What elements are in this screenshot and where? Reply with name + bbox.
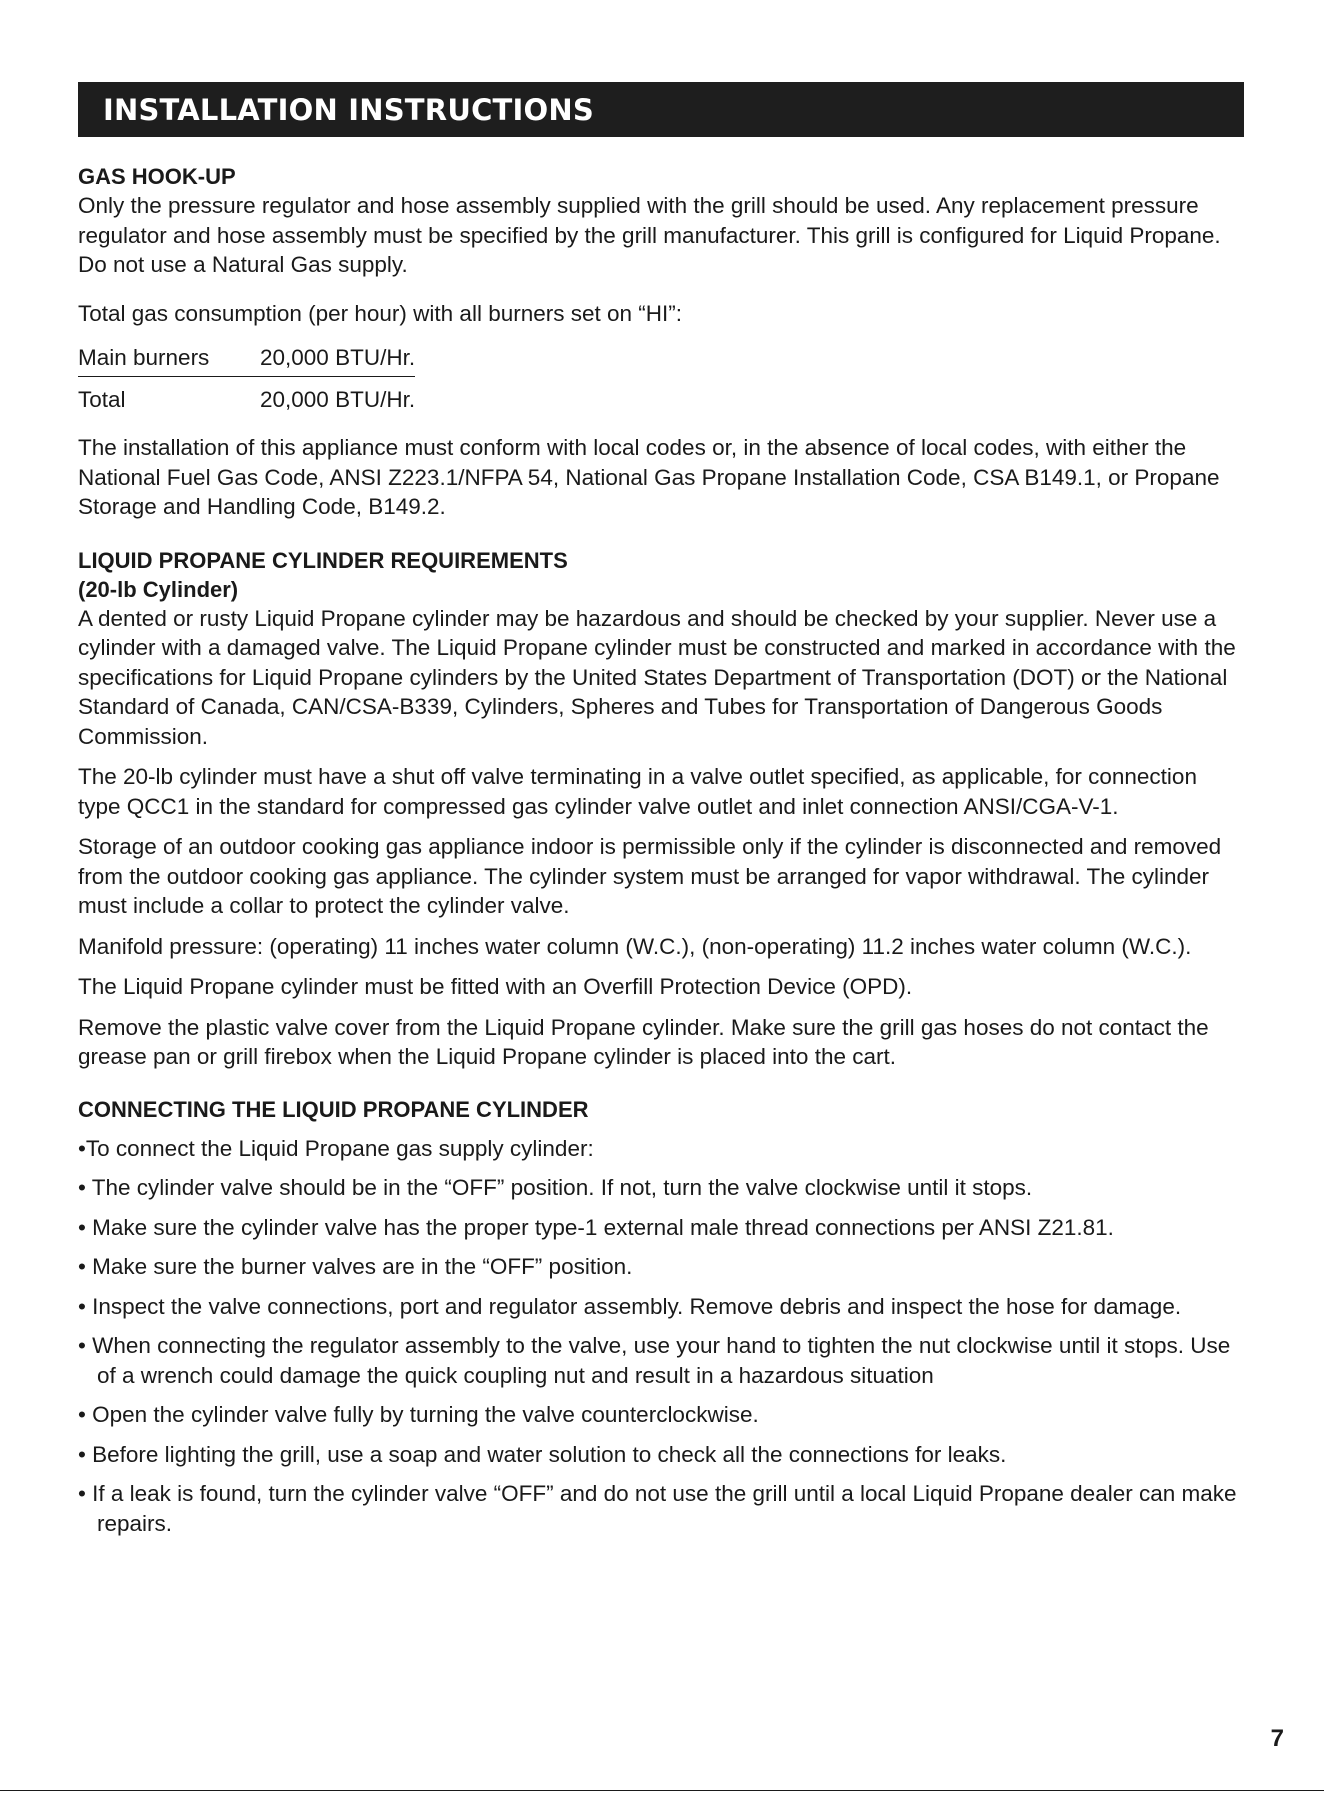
list-item: •To connect the Liquid Propane gas supply cylinder: [78, 1135, 594, 1161]
connecting-steps-list [78, 1134, 1244, 1539]
connecting-section [78, 1095, 1244, 1539]
cylinder-requirements-subheading: (20-lb Cylinder) [78, 576, 239, 602]
consumption-label: Total gas consumption (per hour) with all burners set on “HI”: [78, 300, 683, 326]
paragraph: A dented or rusty Liquid Propane cylinder may be hazardous and should be checked by your supplier. Never use a cylinder with a damaged valve. The Liquid Propane cylinder must be constructed and marked in accordance with the specifications for Liquid Propane cylinders by the United States Department of Transportation (DOT) or the National Standard of Canada, CAN/CSA-B339, Cylinders, Spheres and Tubes for Transportation of Dangerous Goods Commission. [78, 605, 1236, 749]
list-item: • The cylinder valve should be in the “OFF” position. If not, turn the valve clockwise until it stops. [78, 1175, 1033, 1200]
list-item: • Inspect the valve connections, port and regulator assembly. Remove debris and inspect the hose for damage. [78, 1293, 1182, 1319]
installation-codes: The installation of this appliance must conform with local codes or, in the absence of local codes, with either the National Fuel Gas Code, ANSI Z223.1/NFPA 54, National Gas Propane Installation Code, CSA B149.1, or Propane Storage and Handling Code, B149.2. [78, 435, 1220, 519]
page-title: INSTALLATION INSTRUCTIONS [103, 92, 594, 127]
section-banner [78, 82, 1244, 137]
paragraph: Remove the plastic valve cover from the Liquid Propane cylinder. Make sure the grill gas hoses do not contact the grease pan or grill firebox when the Liquid Propane cylinder is placed into the cart. [78, 1014, 1209, 1069]
list-item: • Make sure the burner valves are in the “OFF” position. [78, 1254, 633, 1279]
table-cell-value: 20,000 BTU/Hr. [260, 343, 415, 377]
list-item: • Before lighting the grill, use a soap and water solution to check all the connections for leaks. [78, 1441, 1007, 1467]
paragraph: Storage of an outdoor cooking gas appliance indoor is permissible only if the cylinder is disconnected and removed from the outdoor cooking gas appliance. The cylinder system must be arranged for vapor withdrawal. The cylinder must include a collar to protect the cylinder valve. [78, 834, 1222, 918]
list-item: • Make sure the cylinder valve has the proper type-1 external male thread connections per ANSI Z21.81. [78, 1214, 1114, 1240]
document-page [78, 82, 1244, 1538]
cylinder-requirements-section [78, 546, 1244, 1072]
connecting-heading: CONNECTING THE LIQUID PROPANE CYLINDER [78, 1096, 589, 1122]
list-item: • When connecting the regulator assembly to the valve, use your hand to tighten the nut clockwise until it stops. Use of a wrench could damage the quick coupling nut and result in a hazardous situation [78, 1333, 1231, 1388]
gas-hookup-section [78, 162, 1244, 522]
cylinder-requirements-heading: LIQUID PROPANE CYLINDER REQUIREMENTS [78, 547, 568, 573]
paragraph: The 20-lb cylinder must have a shut off valve terminating in a valve outlet specified, as applicable, for connection type QCC1 in the standard for compressed gas cylinder valve outlet and inlet connection ANSI/CGA-V-1. [78, 764, 1197, 819]
table-cell-label: Main burners [78, 343, 260, 377]
paragraph: Manifold pressure: (operating) 11 inches water column (W.C.), (non-operating) 11.2 inches water column (W.C.). [78, 933, 1192, 959]
table-row [78, 377, 415, 415]
paragraph: The Liquid Propane cylinder must be fitted with an Overfill Protection Device (OPD). [78, 974, 913, 999]
page-number: 7 [1270, 1725, 1284, 1752]
gas-consumption-table [78, 343, 415, 414]
bottom-divider [0, 1790, 1324, 1791]
list-item: • If a leak is found, turn the cylinder valve “OFF” and do not use the grill until a local Liquid Propane dealer can make repairs. [78, 1481, 1237, 1536]
table-row [78, 343, 415, 377]
table-cell-value: 20,000 BTU/Hr. [260, 387, 416, 412]
gas-hookup-intro: Only the pressure regulator and hose assembly supplied with the grill should be used. Any replacement pressure regulator and hose assembly must be specified by the grill manufacturer. This grill is configured for Liquid Propane. Do not use a Natural Gas supply. [78, 193, 1221, 277]
table-cell-label: Total [78, 387, 126, 412]
list-item: • Open the cylinder valve fully by turning the valve counterclockwise. [78, 1402, 759, 1427]
gas-hookup-heading: GAS HOOK-UP [78, 164, 236, 189]
